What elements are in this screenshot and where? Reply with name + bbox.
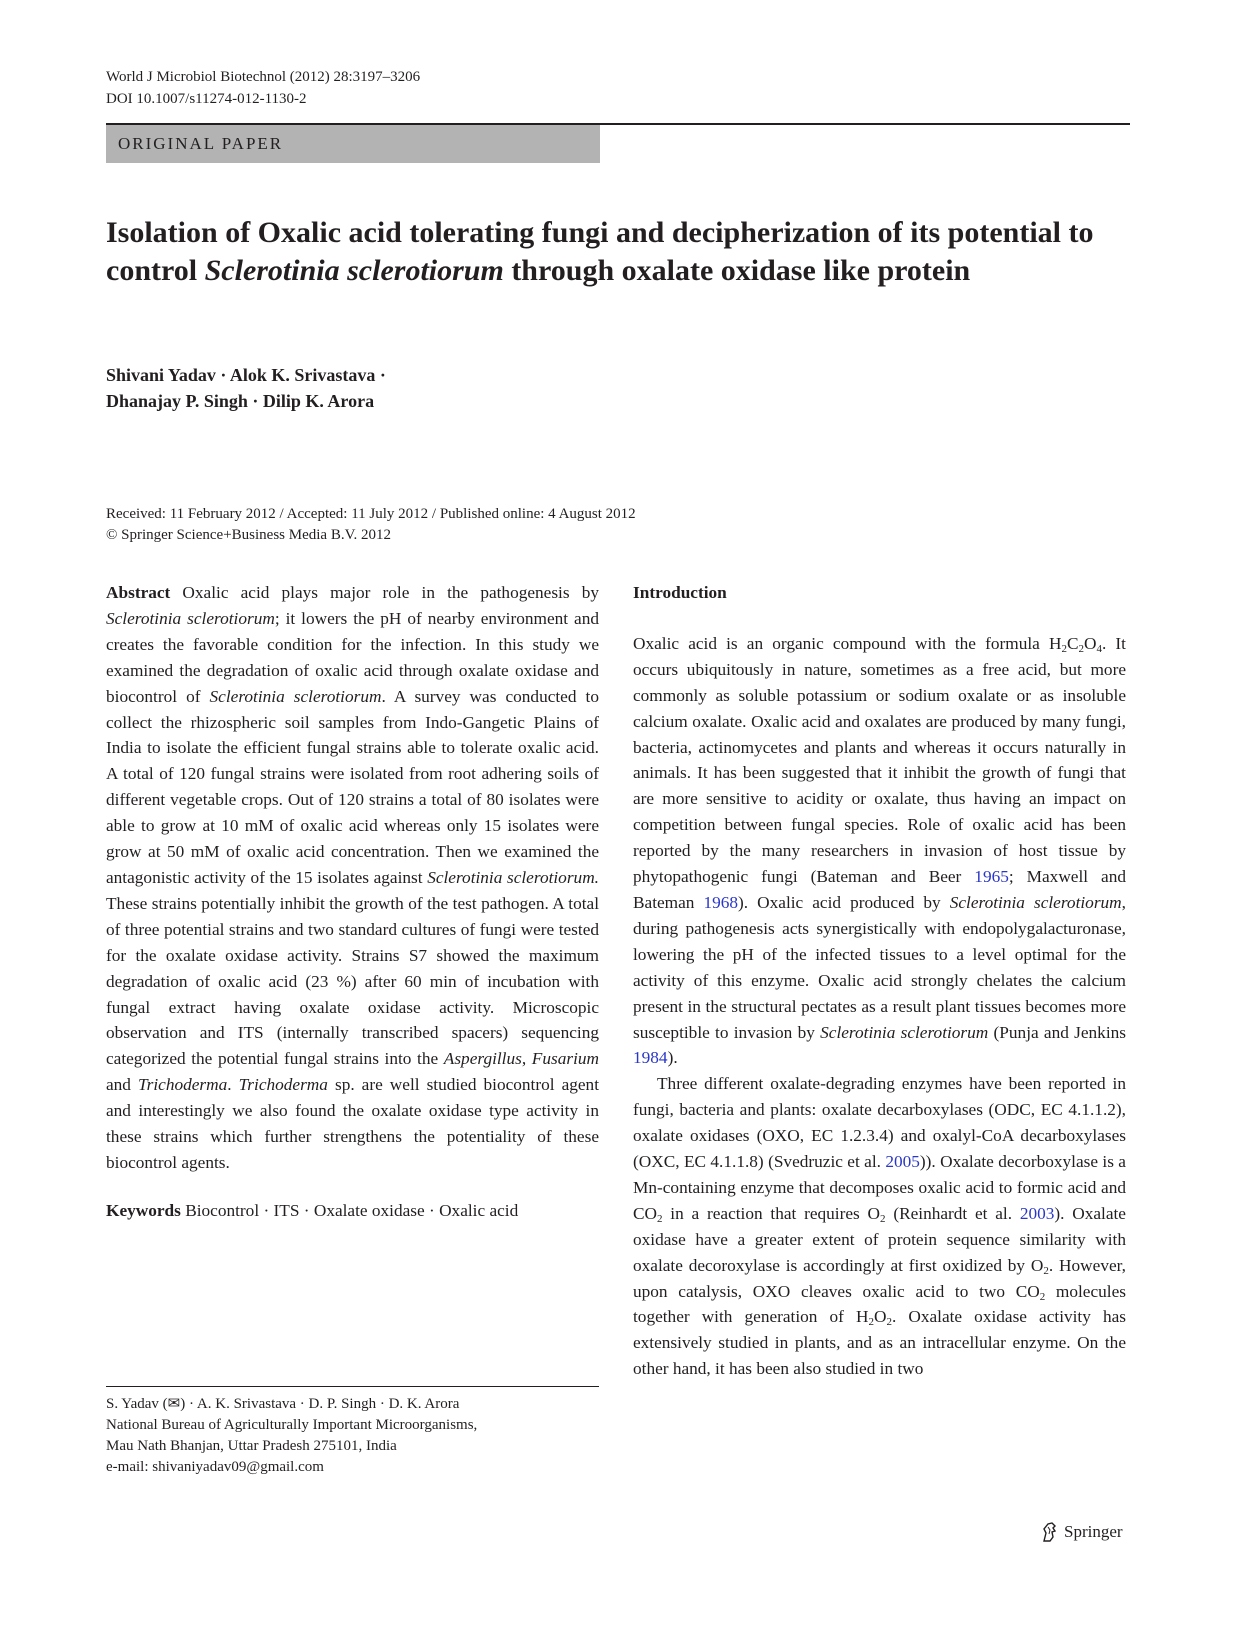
abstract-text: Oxalic acid plays major role in the pathogenesis by <box>170 583 599 602</box>
affiliation-rule <box>106 1386 599 1387</box>
journal-doi: DOI 10.1007/s11274-012-1130-2 <box>106 91 307 107</box>
date-history: Received: 11 February 2012 / Accepted: 11 July 2012 / Published online: 4 August 2012 <box>106 506 636 522</box>
keywords-label: Keywords <box>106 1200 181 1220</box>
journal-citation: World J Microbiol Biotechnol (2012) 28:3197–3206 <box>106 69 421 85</box>
title-part-2: through oxalate oxidase like protein <box>503 254 971 287</box>
intro-text: (Reinhardt et al. <box>885 1203 1020 1223</box>
intro-paragraph-1 <box>633 631 1126 1071</box>
intro-text: ; Maxwell and Bateman <box>633 867 1126 912</box>
intro-text: ). Oxalate oxidase have a greater extent of protein sequence similarity with oxalate decoroxylase is accordingly at first oxidized by O <box>633 1203 1126 1275</box>
affiliation-email[interactable]: e-mail: shivaniyadav09@gmail.com <box>106 1459 324 1475</box>
authors-line-2: Dhanajay P. Singh · Dilip K. Arora <box>106 391 375 411</box>
intro-text: O <box>1083 633 1097 653</box>
subscript: 2 <box>657 1212 663 1225</box>
abstract-text: . A survey was conducted to collect the rhizospheric soil samples from Indo-Gangetic Plains of India to isolate the efficient fungal strains able to tolerate oxalic acid. A total of 120 fungal strains were isolated from root adhering soils of different vegetable crops. Out of 120 strains a total of 80 isolates were able to grow at 10 mM of oxalic acid whereas only 15 isolates were grow at 50 mM of oxalic acid concentration. Then we examined the antagonistic activity of the 15 isolates against <box>106 686 599 887</box>
abstract-text: , <box>521 1049 532 1069</box>
affiliation-institution: National Bureau of Agriculturally Important Microorganisms, <box>106 1417 478 1433</box>
citation-link[interactable]: 2003 <box>1019 1203 1055 1223</box>
subscript: 4 <box>1096 642 1102 655</box>
authors-line-1: Shivani Yadav · Alok K. Srivastava · <box>106 365 386 385</box>
intro-text: , during pathogenesis acts synergistically with endopolygalacturonase, lowering the pH of the infected tissues to a level optimal for the activity of this enzyme. Oxalic acid strongly chelates the calcium present in the structural pectates as a result plant tissues becomes more susceptible to invasion by <box>633 892 1126 1042</box>
intro-text: (Punja and Jenkins <box>988 1022 1126 1042</box>
author-list <box>106 362 386 414</box>
section-label: ORIGINAL PAPER <box>106 125 600 163</box>
subscript: 2 <box>1039 1290 1046 1303</box>
affiliation <box>106 1394 599 1478</box>
abstract-text: ; it lowers the pH of nearby environment and creates the favorable condition for the infection. In this study we examined the degradation of oxalic acid through oxalate oxidase and biocontrol of <box>106 608 599 706</box>
citation-link[interactable]: 1965 <box>974 867 1009 887</box>
springer-horse-icon <box>1040 1521 1060 1543</box>
citation-link[interactable]: 1984 <box>633 1048 668 1068</box>
abstract-italic: Fusarium <box>531 1049 600 1069</box>
subscript: 2 <box>880 1212 886 1225</box>
intro-text: . Oxalate oxidase activity has extensively studied in plants, and as an intracellular enzyme. On the other hand, it has been also studied in two <box>633 1307 1126 1379</box>
abstract <box>106 580 599 1176</box>
abstract-text: and <box>106 1075 138 1095</box>
intro-text: Oxalic acid is an organic compound with the formula H <box>633 633 1062 653</box>
intro-italic: Sclerotinia sclerotiorum <box>949 892 1122 912</box>
intro-text: )). Oxalate decorboxylase is a Mn-containing enzyme that decomposes oxalic acid to formic acid and CO <box>633 1152 1126 1223</box>
abstract-italic: Sclerotinia sclerotiorum <box>209 686 382 706</box>
journal-header <box>106 66 420 110</box>
abstract-italic: Trichoderma <box>137 1075 228 1095</box>
title-italic: Sclerotinia sclerotiorum <box>204 254 504 287</box>
keywords <box>106 1198 599 1224</box>
publisher-footer <box>1040 1520 1123 1544</box>
abstract-text: sp. are well studied biocontrol agent and interestingly we also found the oxalate oxidase type activity in these strains which further strengthens the potentiality of these biocontrol agents. <box>106 1075 599 1172</box>
copyright: © Springer Science+Business Media B.V. 2012 <box>106 527 391 543</box>
intro-text: O <box>873 1307 887 1327</box>
subscript: 2 <box>1078 642 1084 655</box>
subscript: 2 <box>1061 642 1067 655</box>
abstract-italic: Sclerotinia sclerotiorum. <box>427 867 599 887</box>
abstract-italic: Trichoderma <box>238 1075 328 1095</box>
introduction-heading: Introduction <box>633 583 727 602</box>
abstract-italic: Sclerotinia sclerotiorum <box>106 608 275 628</box>
subscript: 2 <box>868 1316 874 1329</box>
intro-text: C <box>1066 633 1079 653</box>
intro-text: Three different oxalate-degrading enzymes have been reported in fungi, bacteria and plants: oxalate decarboxylases (ODC, EC 4.1.1.2), oxalate oxidases (OXO, EC 1.2.3.4) and oxalyl-CoA decarboxylases (OXC, EC 4.1.1.8) (Svedruzic et al. <box>633 1074 1126 1172</box>
keywords-text: Biocontrol · ITS · Oxalate oxidase · Oxalic acid <box>180 1200 519 1220</box>
citation-link[interactable]: 1968 <box>703 892 739 912</box>
intro-text: . It occurs ubiquitously in nature, sometimes as a free acid, but more commonly as soluble potassium or sodium oxalate or as insoluble calcium oxalate. Oxalic acid and oxalates are produced by many fungi, bacteria, actinomycetes and plants and whereas it occurs naturally in animals. It has been suggested that it inhibit the growth of fungi that are more sensitive to acidity or oxalate, thus having an impact on competition between fungal species. Role of oxalic acid has been reported by the many researchers in invasion of host tissue by phytopathogenic fungi (Bateman and Beer <box>633 633 1126 887</box>
publisher-name: Springer <box>1064 1522 1123 1541</box>
abstract-italic: Aspergillus <box>443 1049 522 1069</box>
title-part-1: Isolation of Oxalic acid tolerating fungi and decipherization of its potential to control <box>106 216 1094 287</box>
abstract-text: . <box>227 1075 239 1095</box>
intro-text: ). Oxalic acid produced by <box>738 892 950 912</box>
affiliation-authors: S. Yadav (✉) · A. K. Srivastava · D. P. Singh · D. K. Arora <box>106 1396 460 1412</box>
right-column <box>633 580 1126 1382</box>
intro-text: ). <box>667 1048 678 1068</box>
paper-title <box>106 214 1106 290</box>
intro-italic: Sclerotinia sclerotiorum <box>820 1022 989 1042</box>
affiliation-address: Mau Nath Bhanjan, Uttar Pradesh 275101, India <box>106 1438 397 1454</box>
intro-text: . However, upon catalysis, OXO cleaves oxalic acid to two CO <box>633 1255 1127 1301</box>
publication-dates <box>106 504 636 546</box>
intro-text: molecules together with generation of H <box>633 1281 1126 1327</box>
subscript: 2 <box>1043 1264 1049 1277</box>
citation-link[interactable]: 2005 <box>885 1152 920 1172</box>
intro-paragraph-2 <box>633 1071 1126 1382</box>
abstract-text: These strains potentially inhibit the growth of the test pathogen. A total of three potential strains and two standard cultures of fungi were tested for the oxalate oxidase activity. Strains S7 showed the maximum degradation of oxalic acid (23 %) after 60 min of incubation with fungal extract having oxalate oxidase activity. Microscopic observation and ITS (internally transcribed spacers) sequencing categorized the potential fungal strains into the <box>106 893 599 1069</box>
intro-text: in a reaction that requires O <box>662 1203 881 1223</box>
left-column <box>106 580 599 1224</box>
subscript: 2 <box>886 1316 892 1329</box>
abstract-label: Abstract <box>106 583 171 602</box>
